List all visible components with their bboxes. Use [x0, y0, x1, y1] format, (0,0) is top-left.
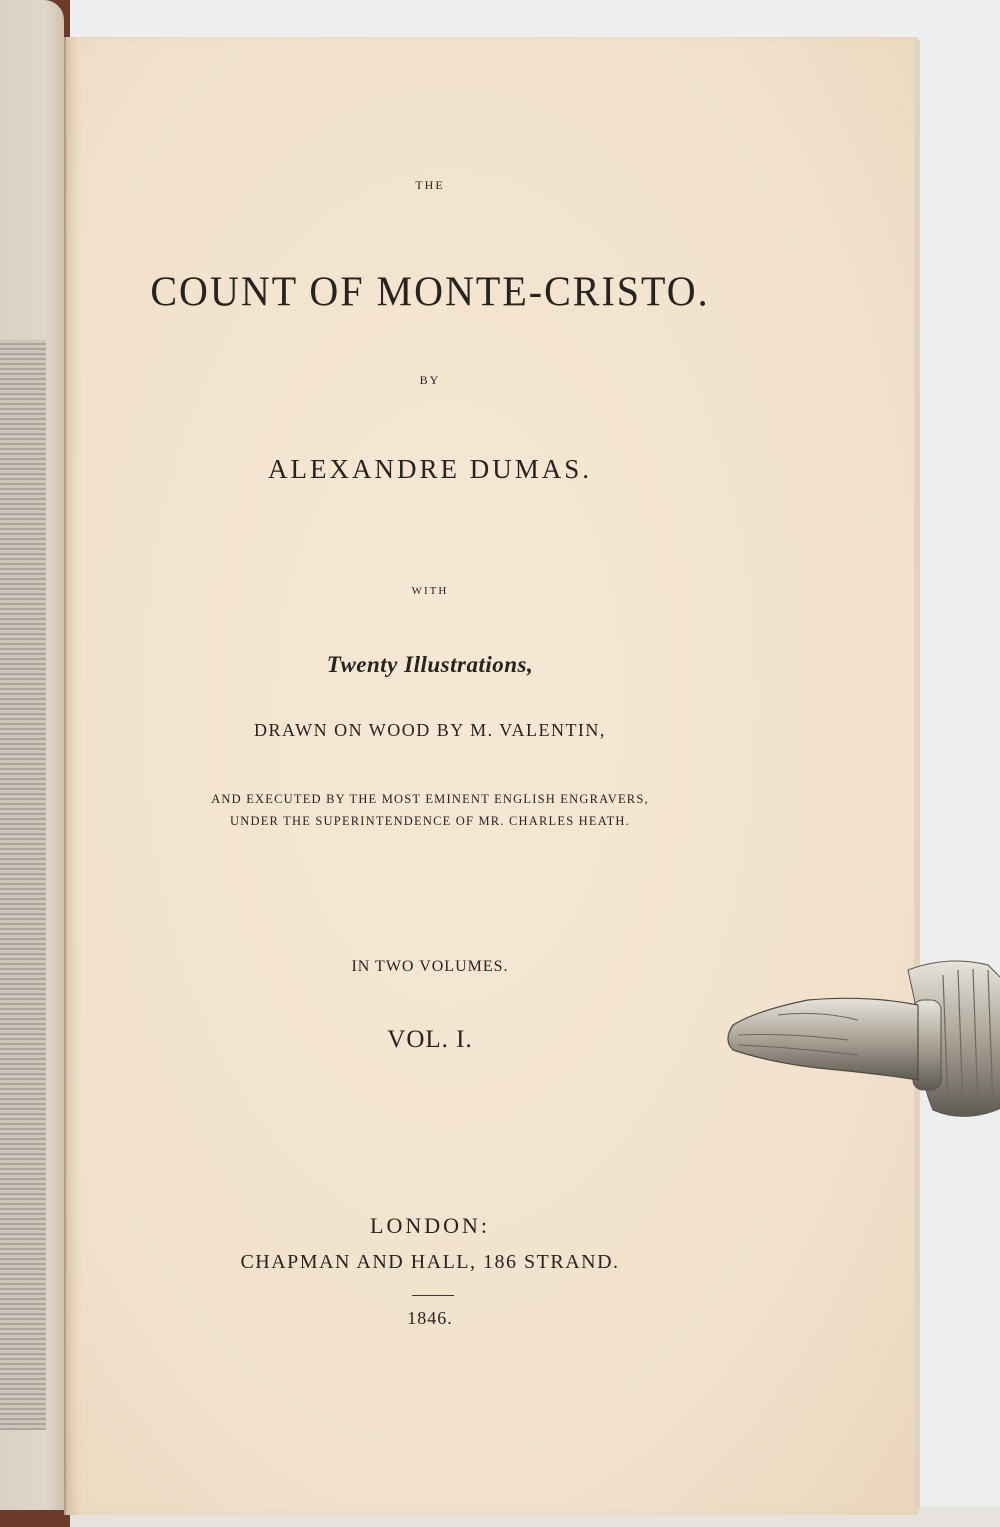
illustrations-line: Twenty Illustrations, — [326, 652, 534, 677]
title-article: THE — [415, 178, 445, 192]
superintendence-line: UNDER THE SUPERINTENDENCE OF MR. CHARLES HEATH. — [230, 814, 630, 828]
imprint-place: LONDON: — [370, 1213, 490, 1238]
volume-number: VOL. I. — [387, 1026, 473, 1053]
title-page — [64, 37, 918, 1515]
author: ALEXANDRE DUMAS. — [268, 454, 592, 484]
with-label: WITH — [411, 585, 449, 597]
divider-rule — [412, 1295, 454, 1296]
page-edge — [914, 40, 920, 1510]
frontispiece-engraving — [0, 340, 46, 1430]
illustrator-line: DRAWN ON WOOD BY M. VALENTIN, — [254, 720, 606, 740]
hand-bookmark-icon — [718, 955, 1000, 1125]
publication-year: 1846. — [407, 1308, 453, 1328]
frontispiece-page — [0, 0, 64, 1510]
book-title: COUNT OF MONTE-CRISTO. — [150, 267, 710, 316]
engravers-line: AND EXECUTED BY THE MOST EMINENT ENGLISH ENGRAVERS, — [211, 792, 649, 806]
volumes-line: IN TWO VOLUMES. — [351, 958, 509, 975]
by-label: BY — [419, 373, 441, 387]
publisher: CHAPMAN AND HALL, 186 STRAND. — [240, 1251, 620, 1273]
